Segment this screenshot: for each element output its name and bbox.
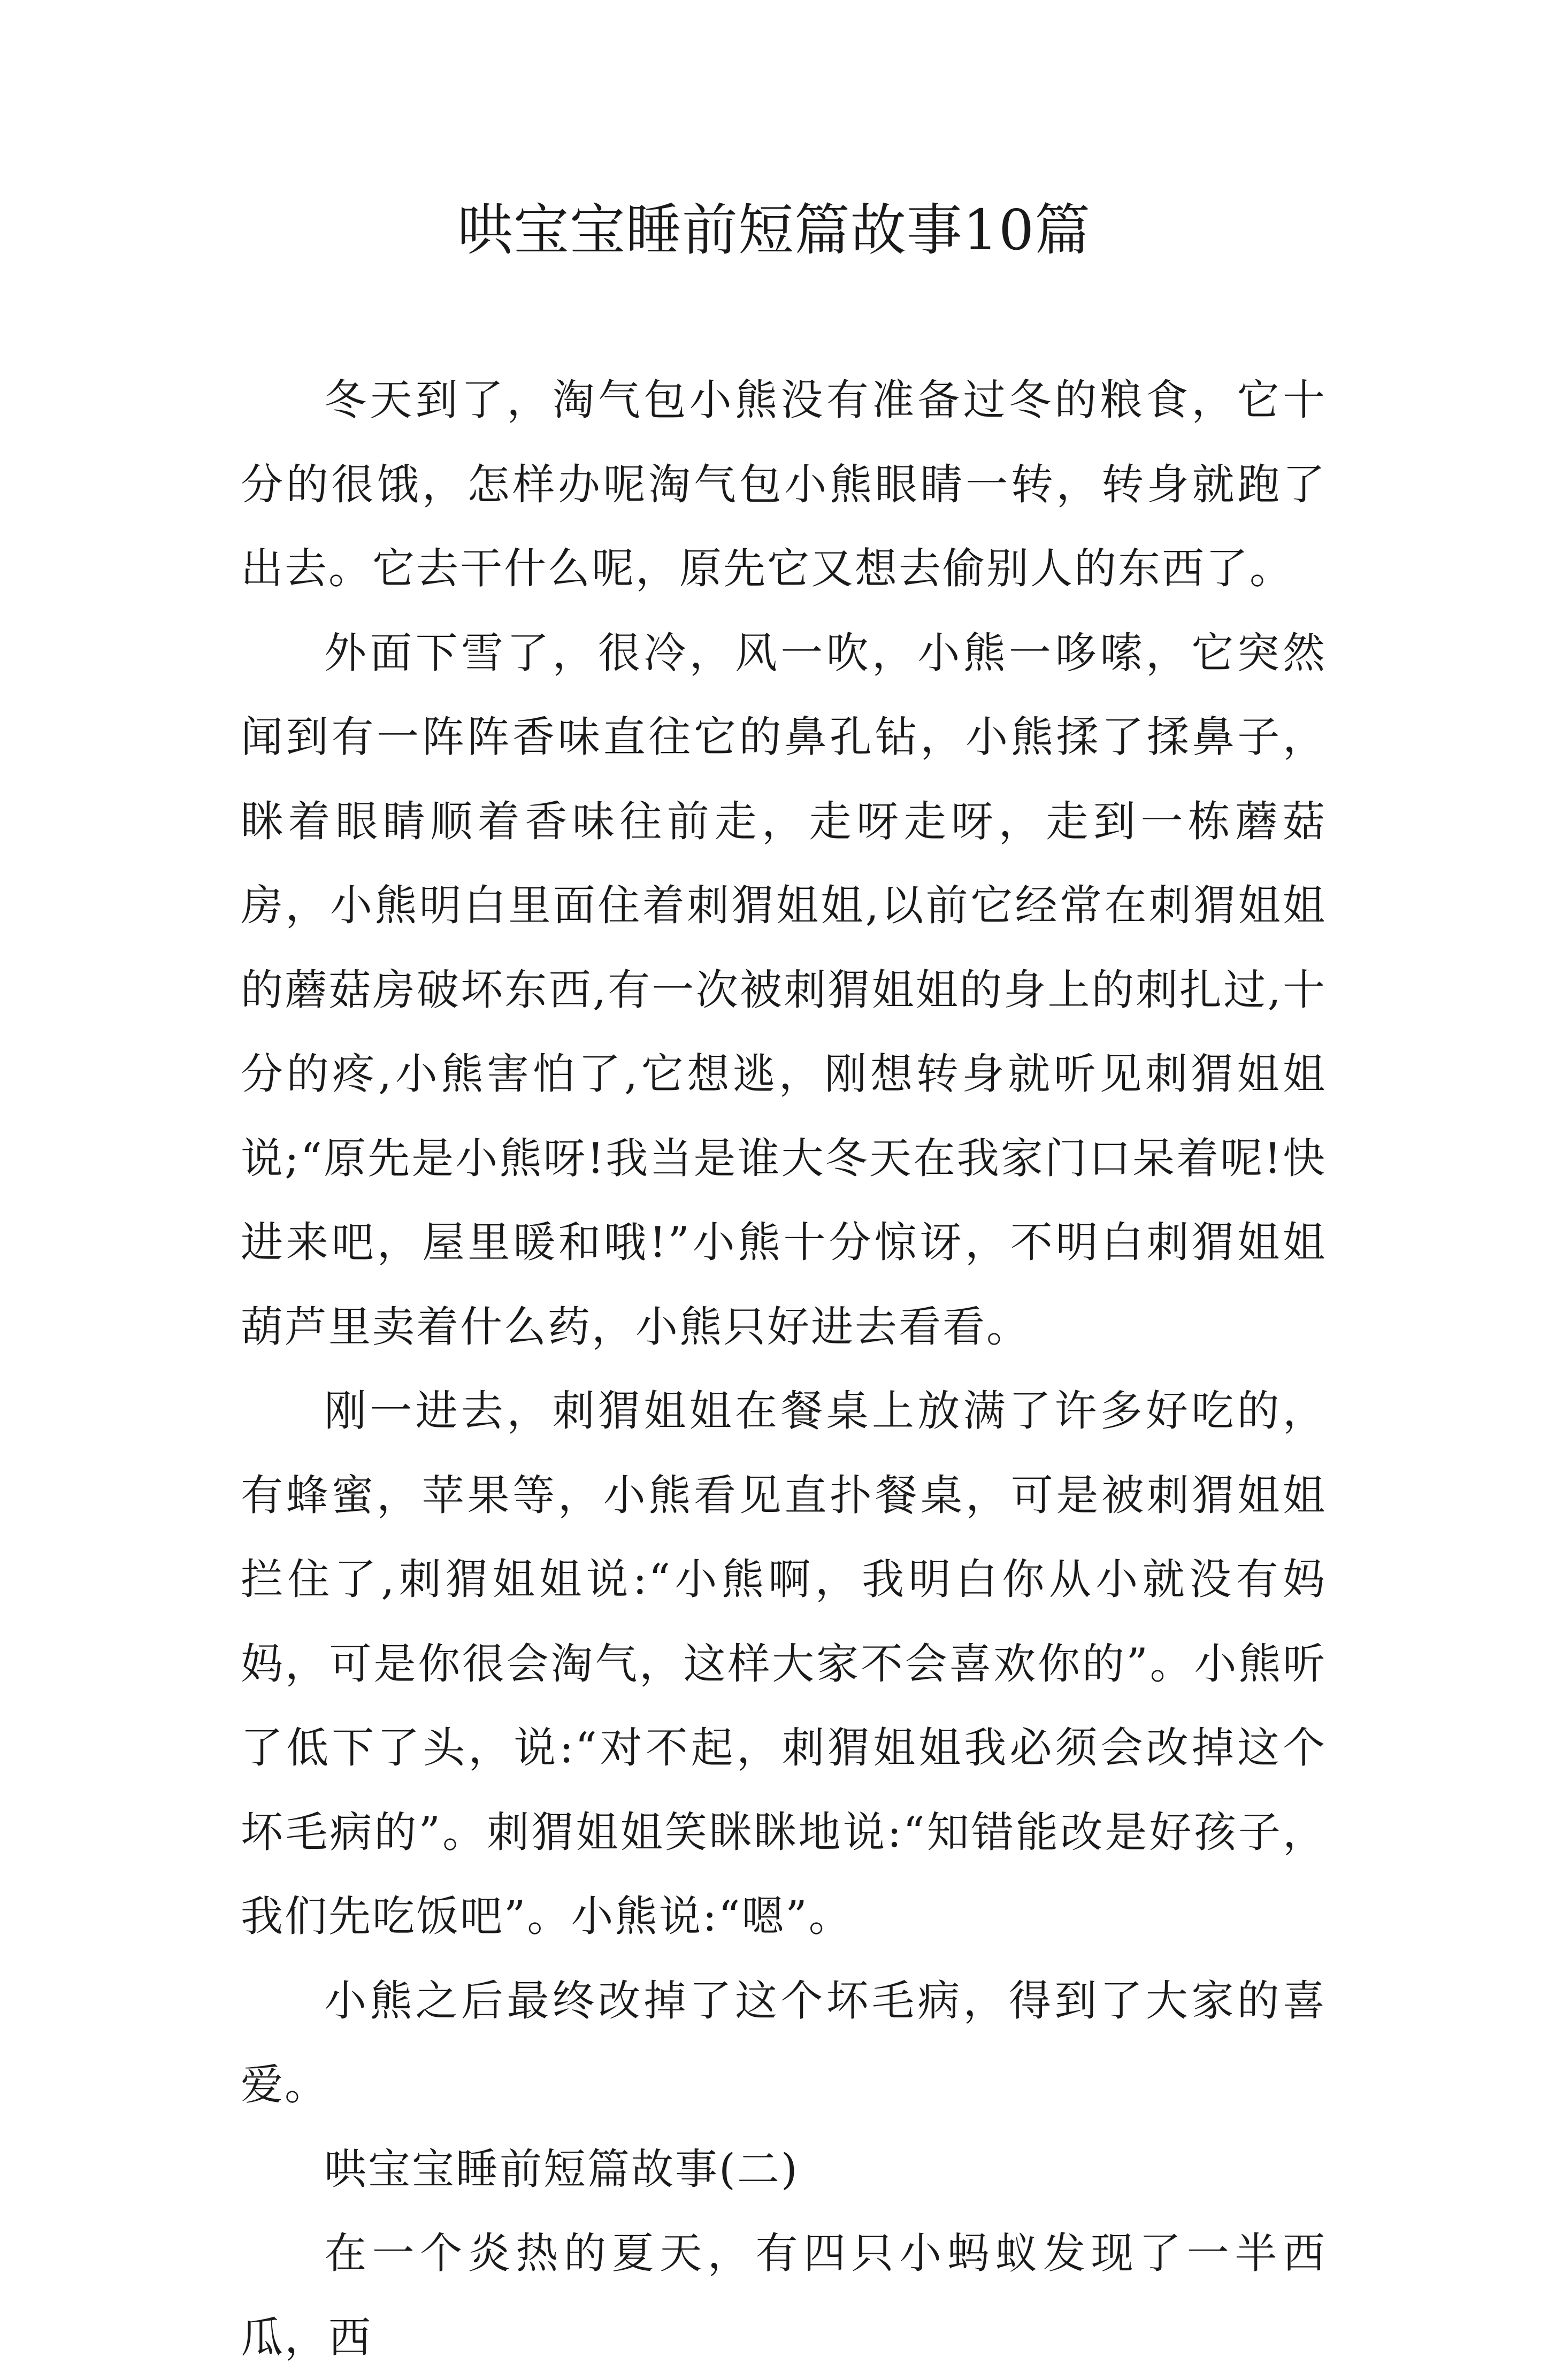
paragraph-3: 刚一进去，刺猬姐姐在餐桌上放满了许多好吃的，有蜂蜜，苹果等，小熊看见直扑餐桌，可是被刺猬姐姐拦住了,刺猬姐姐说:“小熊啊，我明白你从小就没有妈妈，可是你很会淘气，这样大家不会喜欢你的”。小熊听了低下了头，说:“对不起，刺猬姐姐我必须会改掉这个坏毛病的”。刺猬姐姐笑眯眯地说:“知错能改是好孩子，我们先吃饭吧”。小熊说:“嗯”。 [241, 1386, 1327, 1941]
section-heading: 哄宝宝睡前短篇故事(二) [324, 2144, 799, 2194]
document-title: 哄宝宝睡前短篇故事10篇 [457, 197, 1091, 263]
document-body [241, 358, 1327, 2380]
paragraph-1: 冬天到了，淘气包小熊没有准备过冬的粮食，它十分的很饿，怎样办呢淘气包小熊眼睛一转，转身就跑了出去。它去干什么呢，原先它又想去偷别人的东西了。 [241, 375, 1327, 593]
paragraph-4: 小熊之后最终改掉了这个坏毛病，得到了大家的喜爱。 [241, 1976, 1327, 2109]
paragraph-2: 外面下雪了，很冷，风一吹，小熊一哆嗦，它突然闻到有一阵阵香味直往它的鼻孔钻，小熊揉了揉鼻子，眯着眼睛顺着香味往前走，走呀走呀，走到一栋蘑菇房，小熊明白里面住着刺猬姐姐,以前它经常在刺猬姐姐的蘑菇房破坏东西,有一次被刺猬姐姐的身上的刺扎过,十分的疼,小熊害怕了,它想逃，刚想转身就听见刺猬姐姐说;“原先是小熊呀!我当是谁大冬天在我家门口呆着呢!快进来吧，屋里暖和哦!”小熊十分惊讶，不明白刺猬姐姐葫芦里卖着什么药，小熊只好进去看看。 [241, 628, 1327, 1352]
paragraph-5: 在一个炎热的夏天，有四只小蚂蚁发现了一半西瓜，西 [241, 2229, 1327, 2362]
